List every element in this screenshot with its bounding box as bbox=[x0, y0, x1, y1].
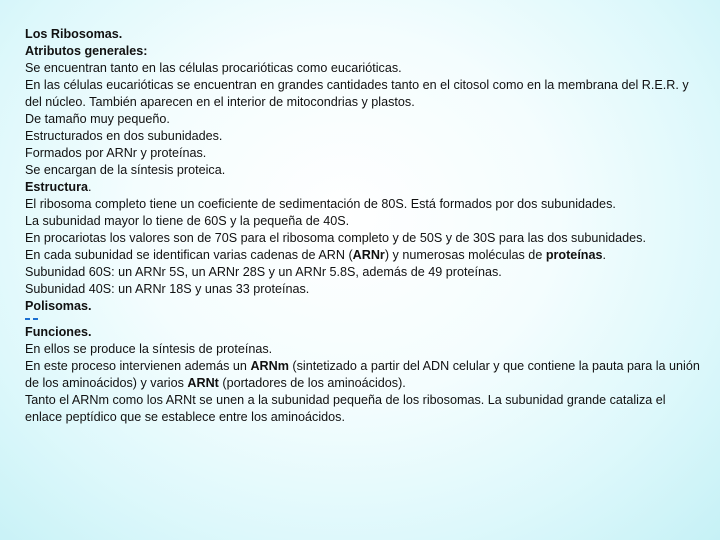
paragraph-line: La subunidad mayor lo tiene de 60S y la pequeña de 40S. bbox=[25, 214, 350, 228]
paragraph-line: Subunidad 40S: un ARNr 18S y unas 33 proteínas. bbox=[25, 282, 310, 296]
document-body bbox=[25, 26, 705, 426]
heading-estructura-punct: . bbox=[88, 180, 92, 194]
paragraph-line: Estructurados en dos subunidades. bbox=[25, 129, 223, 143]
paragraph-line: Se encuentran tanto en las células procarióticas como eucarióticas. bbox=[25, 61, 402, 75]
paragraph-line: En las células eucarióticas se encuentran en grandes cantidades tanto en el citosol como en la membrana del R.E.R. y del núcleo. También aparecen en el interior de mitocondrias y plastos. bbox=[25, 78, 689, 109]
heading-estructura: Estructura bbox=[25, 180, 88, 194]
heading-atributos-generales: Atributos generales: bbox=[25, 44, 148, 58]
paragraph-line: Formados por ARNr y proteínas. bbox=[25, 146, 207, 160]
dash-mark bbox=[33, 318, 38, 320]
term-arnt: ARNt bbox=[187, 376, 219, 390]
text-run: . bbox=[602, 248, 607, 262]
text-run: (sintetizado a partir del ADN celular y que contiene la pauta para la unión de los aminoácidos) y varios bbox=[25, 359, 700, 390]
paragraph-line: Tanto el ARNm como los ARNt se unen a la subunidad pequeña de los ribosomas. La subunidad grande cataliza el enlace peptídico que se establece entre los aminoácidos. bbox=[25, 393, 666, 424]
text-run: (portadores de los aminoácidos). bbox=[218, 376, 406, 390]
paragraph-line: Se encargan de la síntesis proteica. bbox=[25, 163, 226, 177]
paragraph-line: El ribosoma completo tiene un coeficiente de sedimentación de 80S. Está formados por dos subunidades. bbox=[25, 197, 616, 211]
term-arnr: ARNr bbox=[352, 248, 385, 262]
term-arnm: ARNm bbox=[250, 359, 289, 373]
document-title: Los Ribosomas. bbox=[25, 27, 123, 41]
heading-estructura-line bbox=[25, 179, 705, 196]
text-run: En cada subunidad se identifican varias cadenas de ARN ( bbox=[25, 248, 353, 262]
link-dashes[interactable] bbox=[25, 315, 705, 324]
text-run: ) y numerosas moléculas de bbox=[384, 248, 546, 262]
paragraph-line: Subunidad 60S: un ARNr 5S, un ARNr 28S y un ARNr 5.8S, además de 49 proteínas. bbox=[25, 265, 502, 279]
paragraph-line: De tamaño muy pequeño. bbox=[25, 112, 170, 126]
paragraph-line: En procariotas los valores son de 70S para el ribosoma completo y de 50S y de 30S para las dos subunidades. bbox=[25, 231, 646, 245]
dash-mark bbox=[25, 318, 30, 320]
heading-polisomas: Polisomas. bbox=[25, 299, 92, 313]
paragraph-line: En ellos se produce la síntesis de proteínas. bbox=[25, 342, 273, 356]
text-run: En este proceso intervienen además un bbox=[25, 359, 251, 373]
paragraph-cadenas bbox=[25, 247, 705, 264]
heading-funciones: Funciones. bbox=[25, 325, 92, 339]
paragraph-proceso bbox=[25, 358, 705, 392]
term-proteinas: proteínas bbox=[545, 248, 603, 262]
